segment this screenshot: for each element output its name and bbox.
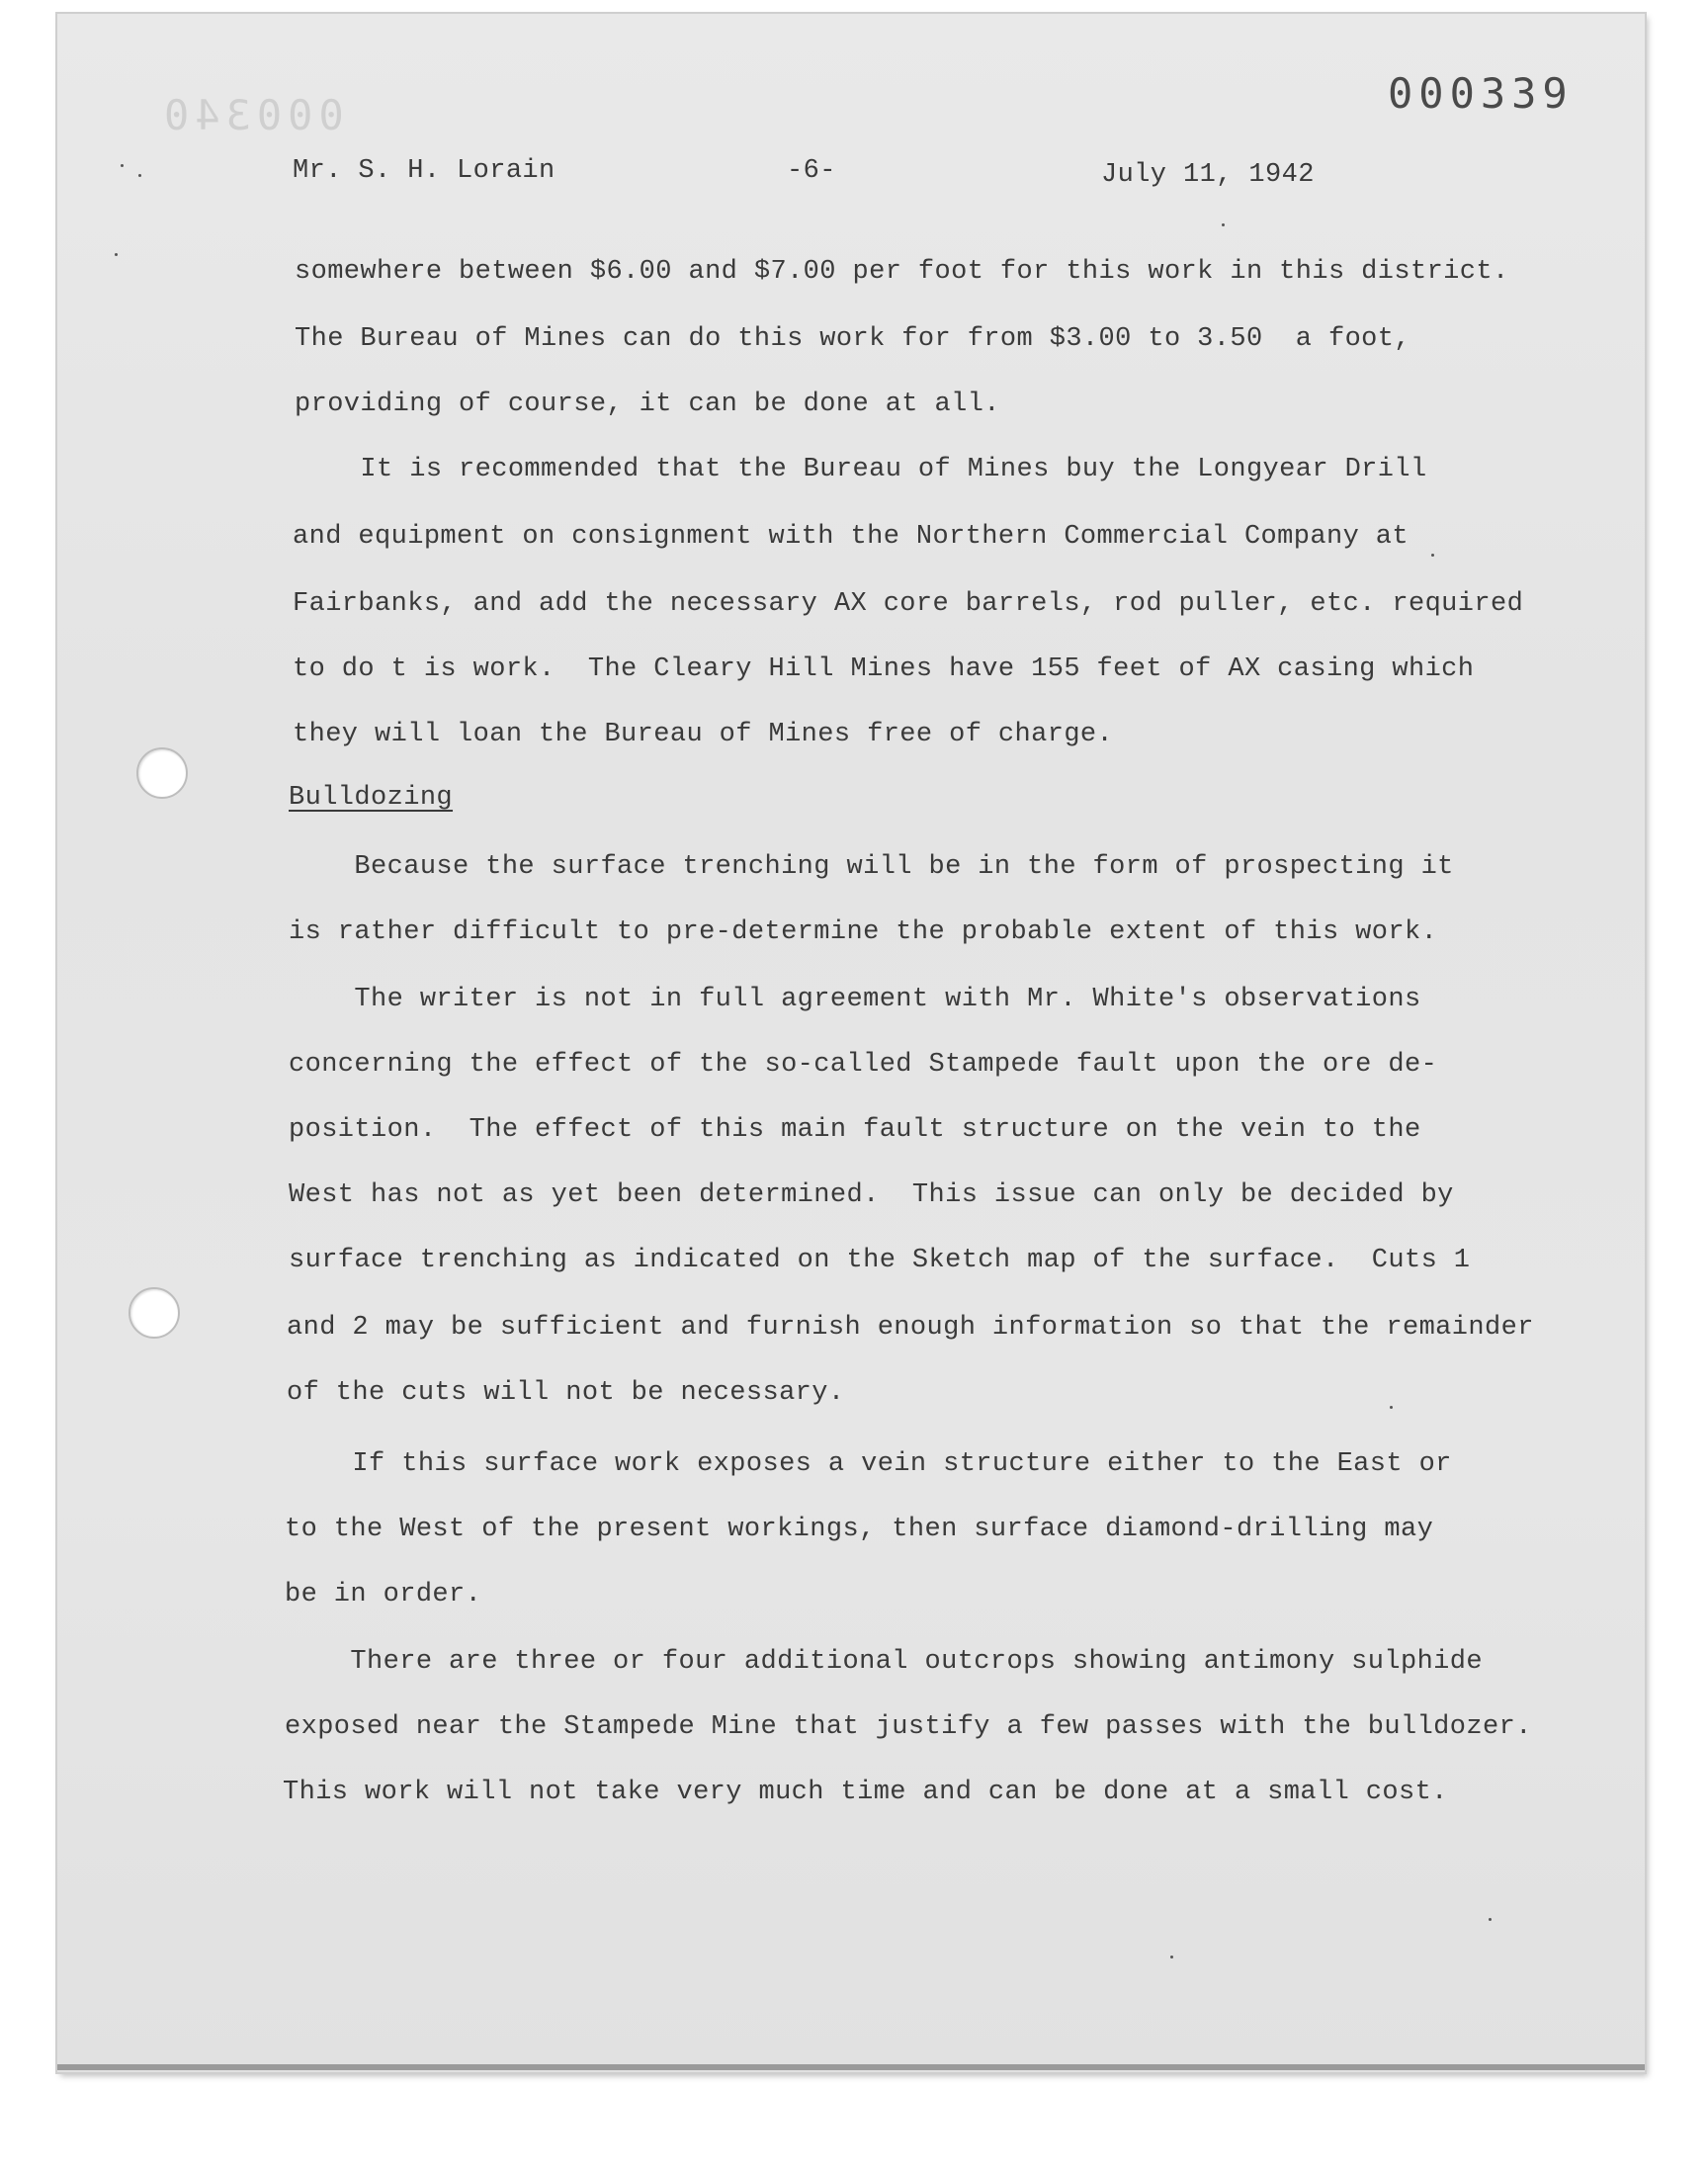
header-page-number: -6- (787, 156, 836, 186)
section-line: and 2 may be sufficient and furnish enough information so that the remainder (287, 1313, 1534, 1343)
section-line: to the West of the present workings, then surface diamond-drilling may (285, 1515, 1434, 1544)
section-line: There are three or four additional outcrops showing antimony sulphide (285, 1647, 1483, 1677)
scan-speck (1431, 554, 1434, 557)
section-line: is rather difficult to pre-determine the probable extent of this work. (289, 917, 1438, 947)
document-page (57, 14, 1645, 2072)
body-line: and equipment on consignment with the Northern Commercial Company at (293, 522, 1409, 552)
scan-speck (115, 253, 118, 256)
section-line: This work will not take very much time and can be done at a small cost. (283, 1778, 1448, 1807)
body-line: providing of course, it can be done at all. (295, 390, 1000, 419)
section-line: be in order. (285, 1580, 482, 1610)
scan-speck (1390, 1406, 1393, 1409)
body-line: The Bureau of Mines can do this work for from $3.00 to 3.50 a foot, (295, 324, 1410, 354)
body-line: to do t is work. The Cleary Hill Mines have 155 feet of AX casing which (293, 654, 1475, 684)
header-recipient: Mr. S. H. Lorain (293, 156, 555, 186)
section-heading: Bulldozing (289, 783, 454, 813)
section-line: concerning the effect of the so-called Stampede fault upon the ore de- (289, 1050, 1438, 1080)
header-date: July 11, 1942 (1101, 160, 1315, 190)
scan-speck (1222, 223, 1225, 226)
section-line: surface trenching as indicated on the Sketch map of the surface. Cuts 1 (289, 1246, 1471, 1275)
scan-speck (1489, 1918, 1492, 1921)
scan-speck (1170, 1956, 1173, 1958)
body-line: somewhere between $6.00 and $7.00 per foot for this work in this district. (295, 257, 1509, 287)
body-line: they will loan the Bureau of Mines free of charge. (293, 720, 1114, 749)
section-line: West has not as yet been determined. This issue can only be decided by (289, 1180, 1454, 1210)
section-line: exposed near the Stampede Mine that justify a few passes with the bulldozer. (285, 1712, 1532, 1742)
section-line: position. The effect of this main fault structure on the vein to the (289, 1115, 1421, 1145)
document-number-stamp: 000339 (1388, 69, 1574, 118)
punch-hole (136, 747, 188, 799)
body-line: It is recommended that the Bureau of Mines buy the Longyear Drill (295, 455, 1427, 484)
scan-speck (138, 174, 141, 177)
section-line: of the cuts will not be necessary. (287, 1378, 845, 1408)
section-line: Because the surface trenching will be in the form of prospecting it (289, 852, 1454, 882)
punch-hole (128, 1287, 180, 1339)
section-line: The writer is not in full agreement with Mr. White's observations (289, 985, 1421, 1014)
bleed-through-stamp: 000340 (158, 91, 344, 139)
body-line: Fairbanks, and add the necessary AX core barrels, rod puller, etc. required (293, 589, 1524, 619)
scan-speck (121, 164, 124, 167)
page-bottom-edge (57, 2064, 1645, 2070)
section-line: If this surface work exposes a vein structure either to the East or (287, 1449, 1452, 1479)
